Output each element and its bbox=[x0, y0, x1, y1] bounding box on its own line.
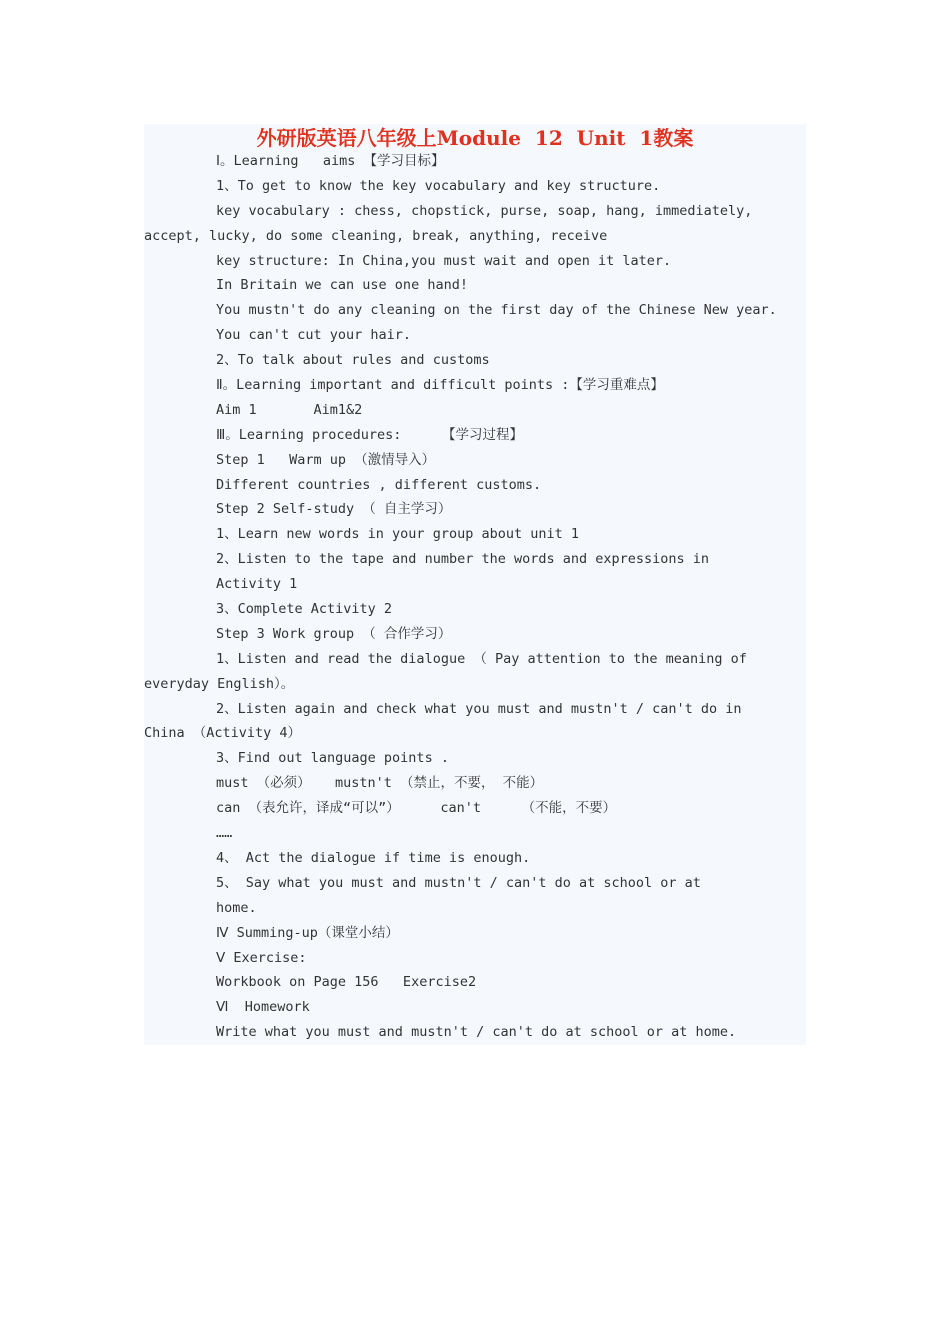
text-line: Aim 1 Aim1&2 bbox=[216, 401, 363, 418]
text-line: 1、Learn new words in your group about unit 1 bbox=[216, 526, 579, 543]
text-line: 2、To talk about rules and customs bbox=[216, 352, 490, 369]
text-line: accept, lucky, do some cleaning, break, anything, receive bbox=[144, 227, 608, 244]
text-line: Workbook on Page 156 Exercise2 bbox=[216, 974, 477, 991]
text-line: 1、Listen and read the dialogue （ Pay attention to the meaning of bbox=[216, 650, 747, 667]
text-line: China （Activity 4） bbox=[144, 725, 302, 742]
text-line: Ⅱ。Learning important and difficult points :【学习重难点】 bbox=[216, 377, 664, 394]
text-line: Ⅰ。Learning aims 【学习目标】 bbox=[216, 153, 445, 169]
text-line: Step 3 Work group （ 合作学习） bbox=[216, 625, 452, 642]
text-line: Activity 1 bbox=[216, 576, 298, 593]
document-title: 外研版英语八年级上Module 12 Unit 1教案 bbox=[256, 126, 694, 150]
text-line: Step 1 Warm up （激情导入） bbox=[216, 451, 436, 468]
text-line: key vocabulary : chess, chopstick, purse, soap, hang, immediately, bbox=[216, 202, 753, 219]
text-line: Ⅴ Exercise: bbox=[216, 949, 307, 966]
text-line: In Britain we can use one hand! bbox=[216, 277, 468, 294]
text-line: Step 2 Self-study （ 自主学习） bbox=[216, 501, 452, 518]
text-line: can （表允许，译成“可以”） can't （不能，不要） bbox=[216, 800, 617, 817]
text-line: home. bbox=[216, 899, 257, 916]
text-line: Ⅳ Summing-up（课堂小结） bbox=[216, 924, 399, 941]
text-line: everyday English）。 bbox=[144, 675, 295, 692]
text-line: Ⅵ Homework bbox=[216, 999, 310, 1016]
text-line: 3、Complete Activity 2 bbox=[216, 601, 393, 618]
text-line: key structure: In China,you must wait and open it later. bbox=[216, 252, 672, 269]
text-line: Different countries , different customs. bbox=[216, 476, 542, 493]
text-line: You mustn't do any cleaning on the first day of the Chinese New year. bbox=[216, 302, 777, 319]
text-line: …… bbox=[216, 825, 233, 842]
text-line: must （必须） mustn't （禁止，不要， 不能） bbox=[216, 775, 544, 792]
text-line: 2、Listen again and check what you must and mustn't / can't do in bbox=[216, 700, 742, 717]
text-line: 3、Find out language points . bbox=[216, 750, 449, 767]
text-line: Ⅲ。Learning procedures: 【学习过程】 bbox=[216, 426, 523, 443]
document-page bbox=[144, 124, 806, 1045]
text-line: 4、 Act the dialogue if time is enough. bbox=[216, 849, 531, 866]
text-line: 5、 Say what you must and mustn't / can't do at school or at bbox=[216, 874, 701, 891]
document-body bbox=[144, 149, 806, 1045]
text-line: You can't cut your hair. bbox=[216, 327, 412, 344]
text-line: 2、Listen to the tape and number the words and expressions in bbox=[216, 551, 710, 568]
text-line: 1、To get to know the key vocabulary and key structure. bbox=[216, 177, 661, 194]
text-line: Write what you must and mustn't / can't do at school or at home. bbox=[216, 1024, 737, 1041]
